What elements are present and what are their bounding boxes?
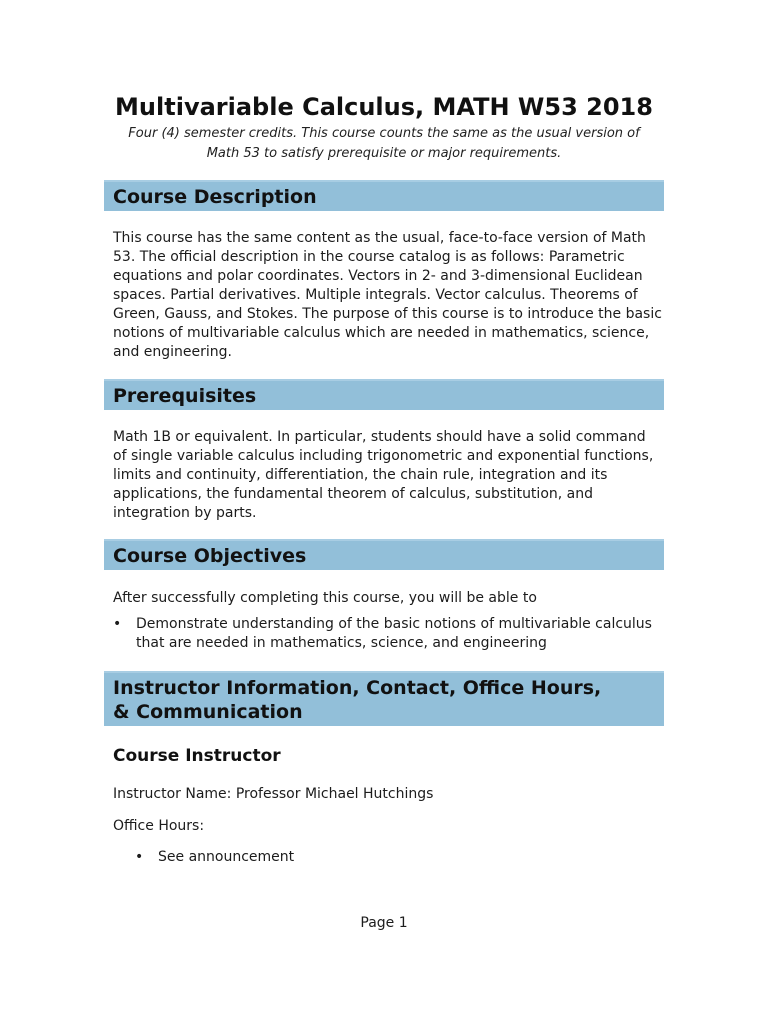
- office-hours-label: Office Hours:: [113, 818, 205, 834]
- subtitle-line-1: Four (4) semester credits. This course counts the same as the usual version of: [128, 126, 640, 141]
- subtitle-line-2: Math 53 to satisfy prerequisite or major requirements.: [206, 146, 562, 161]
- bullet-icon: •: [135, 849, 144, 865]
- list-item: [113, 848, 663, 867]
- office-hours-item: See announcement: [158, 849, 295, 865]
- instructor-name-line: Instructor Name: Professor Michael Hutchings: [113, 786, 434, 802]
- section-heading-description: Course Description: [113, 186, 317, 208]
- objective-text: Demonstrate understanding of the basic notions of multivariable calculus that are needed in mathematics, science, and engineering: [136, 616, 652, 651]
- objectives-intro: After successfully completing this course, you will be able to: [113, 590, 537, 606]
- section-bar-prerequisites: [104, 379, 664, 410]
- section-heading-instructor: [113, 676, 655, 724]
- page-number: Page 1: [360, 915, 408, 931]
- bullet-icon: •: [113, 616, 122, 632]
- section-heading-prerequisites: Prerequisites: [113, 385, 257, 407]
- instructor-heading-line-2: & Communication: [113, 701, 303, 723]
- document-subtitle: [104, 124, 664, 164]
- description-body: This course has the same content as the usual, face-to-face version of Math 53. The official description in the course catalog is as follows: Parametric equations and polar coordinates. Vectors in 2- and 3-dimensional Euclidean spaces. Partial derivatives. Multiple integrals. Vector calculus. Theorems of Green, Gauss, and Stokes. The purpose of this course is to introduce the basic notions of multivariable calculus which are needed in mathematics, science, and engineering.: [113, 230, 662, 360]
- section-bar-description: [104, 180, 664, 211]
- section-bar-instructor: [104, 671, 664, 726]
- section-bar-objectives: [104, 539, 664, 570]
- section-heading-objectives: Course Objectives: [113, 545, 307, 567]
- list-item: [113, 615, 663, 653]
- office-hours-list: [113, 848, 663, 867]
- course-instructor-subheading: Course Instructor: [113, 746, 281, 766]
- document-title: Multivariable Calculus, MATH W53 2018: [115, 93, 653, 121]
- instructor-heading-line-1: Instructor Information, Contact, Office Hours,: [113, 677, 602, 699]
- prerequisites-body: Math 1B or equivalent. In particular, students should have a solid command of single variable calculus including trigonometric and exponential functions, limits and continuity, differentiation, the chain rule, integration and its applications, the fundamental theorem of calculus, substitution, and integration by parts.: [113, 429, 654, 521]
- objectives-list: [113, 615, 663, 653]
